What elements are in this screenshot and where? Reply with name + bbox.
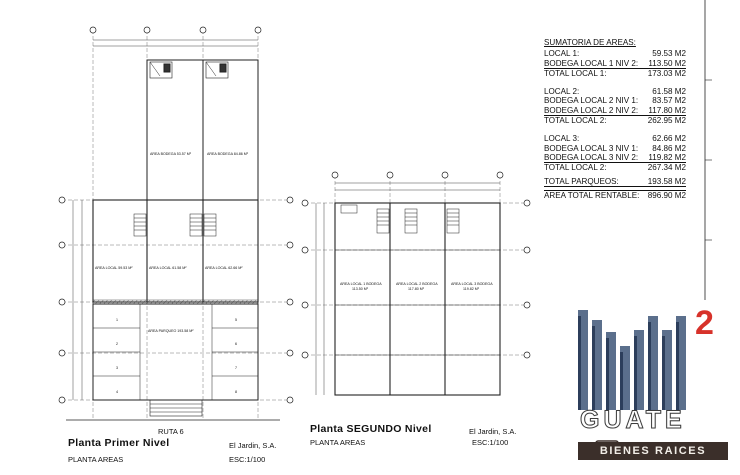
areas-row-unit: M2 bbox=[674, 105, 686, 115]
areas-row bbox=[544, 153, 686, 163]
plan1-stall-5: 5 bbox=[235, 318, 237, 322]
plan2-b1-area: 113.50 M² bbox=[352, 287, 368, 291]
areas-row bbox=[544, 59, 686, 69]
plan1-stall-2: 2 bbox=[116, 342, 118, 346]
areas-row-unit: M2 bbox=[674, 152, 686, 162]
logo-superscript: 2 bbox=[695, 304, 714, 342]
plan1-bodega1-label: AREA BODEGA 53.57 M² bbox=[150, 152, 191, 156]
areas-total-row bbox=[544, 116, 686, 125]
areas-parking-row bbox=[544, 177, 686, 187]
plan2-axis-markers bbox=[302, 172, 530, 358]
areas-total-value: 267.34 bbox=[647, 163, 673, 173]
plan1-local1-label: AREA LOCAL 59.53 M² bbox=[95, 266, 133, 270]
areas-row-unit: M2 bbox=[674, 96, 686, 106]
areas-row-unit: M2 bbox=[674, 176, 686, 186]
plan1-scale: ESC:1/100 bbox=[229, 455, 266, 464]
areas-row bbox=[544, 87, 686, 96]
areas-row-label: LOCAL 3: bbox=[544, 134, 580, 144]
logo-tagline: BIENES RAICES bbox=[578, 442, 728, 460]
areas-parking-value: 193.58 bbox=[647, 176, 673, 186]
areas-row-unit: M2 bbox=[674, 163, 686, 173]
plan1-entrance bbox=[150, 400, 202, 416]
plan1-stall-4: 4 bbox=[116, 390, 118, 394]
plan2-title: Planta SEGUNDO Nivel bbox=[310, 423, 432, 435]
areas-row bbox=[544, 96, 686, 105]
areas-row bbox=[544, 134, 686, 143]
plan1-stairs bbox=[134, 214, 216, 236]
areas-row-label: BODEGA LOCAL 2 NIV 1: bbox=[544, 96, 639, 106]
areas-rentable-label: AREA TOTAL RENTABLE: bbox=[544, 190, 640, 200]
plan2-b3-area: 119.82 M² bbox=[463, 287, 479, 291]
areas-rentable-value: 896.90 bbox=[647, 190, 673, 200]
plan2-scale: ESC:1/100 bbox=[472, 438, 509, 447]
plan1-locals bbox=[93, 200, 258, 304]
plan2-b1-label: AREA LOCAL 1 BODEGA bbox=[340, 282, 382, 286]
areas-row-unit: M2 bbox=[674, 49, 686, 59]
areas-row-value: 119.82 bbox=[648, 152, 673, 162]
areas-parking-label: TOTAL PARQUEOS: bbox=[544, 176, 619, 186]
areas-row-value: 62.66 bbox=[652, 134, 673, 144]
plan1-stall-1: 1 bbox=[116, 318, 118, 322]
plan1-dimension-lines bbox=[73, 40, 258, 400]
areas-row-unit: M2 bbox=[674, 116, 686, 126]
areas-total-label: TOTAL LOCAL 1: bbox=[544, 68, 607, 78]
areas-rentable-row bbox=[544, 190, 686, 200]
areas-row-value: 59.53 bbox=[652, 49, 673, 59]
areas-row-value: 83.57 bbox=[652, 96, 673, 106]
areas-total-label: TOTAL LOCAL 2: bbox=[544, 116, 607, 126]
plan1-bodegas bbox=[147, 60, 258, 200]
plan1-local2-label: AREA LOCAL 61.58 M² bbox=[149, 266, 187, 270]
areas-total-label: TOTAL LOCAL 2: bbox=[544, 163, 607, 173]
plan2-b2-area: 117.80 M² bbox=[408, 287, 424, 291]
areas-row-value: 84.86 bbox=[652, 143, 673, 153]
areas-total-row bbox=[544, 163, 686, 172]
plan1-grid-axes bbox=[62, 30, 290, 420]
areas-total-row bbox=[544, 69, 686, 78]
areas-row bbox=[544, 49, 686, 58]
areas-row-unit: M2 bbox=[674, 68, 686, 78]
plan1-bodega2-label: AREA BODEGA 84.86 M² bbox=[207, 152, 248, 156]
sheet-border-ticks bbox=[705, 80, 712, 240]
plan1-stall-8: 8 bbox=[235, 390, 237, 394]
plan1-stall-3: 3 bbox=[116, 366, 118, 370]
plan2-subtitle: PLANTA AREAS bbox=[310, 438, 366, 447]
guate-bienes-raices-logo bbox=[572, 302, 732, 472]
areas-row bbox=[544, 106, 686, 116]
plan1-stall-7: 7 bbox=[235, 366, 237, 370]
plan1-stall-6: 6 bbox=[235, 342, 237, 346]
areas-row-label: BODEGA LOCAL 2 NIV 2: bbox=[544, 105, 639, 115]
plan2-company: El Jardin, S.A. bbox=[469, 427, 517, 436]
areas-row-label: BODEGA LOCAL 3 NIV 1: bbox=[544, 143, 639, 153]
areas-row-unit: M2 bbox=[674, 190, 686, 200]
areas-row-label: LOCAL 1: bbox=[544, 49, 580, 59]
areas-total-value: 173.03 bbox=[647, 68, 673, 78]
plan2-b3-label: AREA LOCAL 3 BODEGA bbox=[451, 282, 493, 286]
areas-row-unit: M2 bbox=[674, 134, 686, 144]
areas-row bbox=[544, 144, 686, 153]
plan2-stairs bbox=[341, 205, 459, 233]
areas-row-label: BODEGA LOCAL 3 NIV 2: bbox=[544, 152, 639, 162]
areas-row-label: LOCAL 2: bbox=[544, 87, 580, 97]
logo-name: GUATE bbox=[580, 406, 686, 434]
plan1-parking-label: AREA PARQUEO 193.58 M² bbox=[148, 329, 194, 333]
plan2-b2-label: AREA LOCAL 2 BODEGA bbox=[396, 282, 438, 286]
areas-row-label: BODEGA LOCAL 1 NIV 2: bbox=[544, 58, 639, 68]
areas-row-unit: M2 bbox=[674, 143, 686, 153]
plan1-subtitle: PLANTA AREAS bbox=[68, 455, 124, 464]
areas-summary bbox=[544, 38, 686, 200]
areas-row-unit: M2 bbox=[674, 58, 686, 68]
areas-heading: SUMATORIA DE AREAS: bbox=[544, 38, 636, 47]
plan1-company: El Jardin, S.A. bbox=[229, 441, 277, 450]
areas-row-value: 113.50 bbox=[648, 58, 673, 68]
areas-row-unit: M2 bbox=[674, 87, 686, 97]
plan1-local3-label: AREA LOCAL 62.66 M² bbox=[205, 266, 243, 270]
plan1-title: Planta Primer Nivel bbox=[68, 437, 170, 449]
areas-row-value: 61.58 bbox=[652, 87, 673, 97]
plan1-street-label: RUTA 6 bbox=[158, 427, 184, 436]
areas-total-value: 262.95 bbox=[647, 116, 673, 126]
plan2-floor bbox=[335, 203, 500, 395]
areas-row-value: 117.80 bbox=[648, 105, 673, 115]
